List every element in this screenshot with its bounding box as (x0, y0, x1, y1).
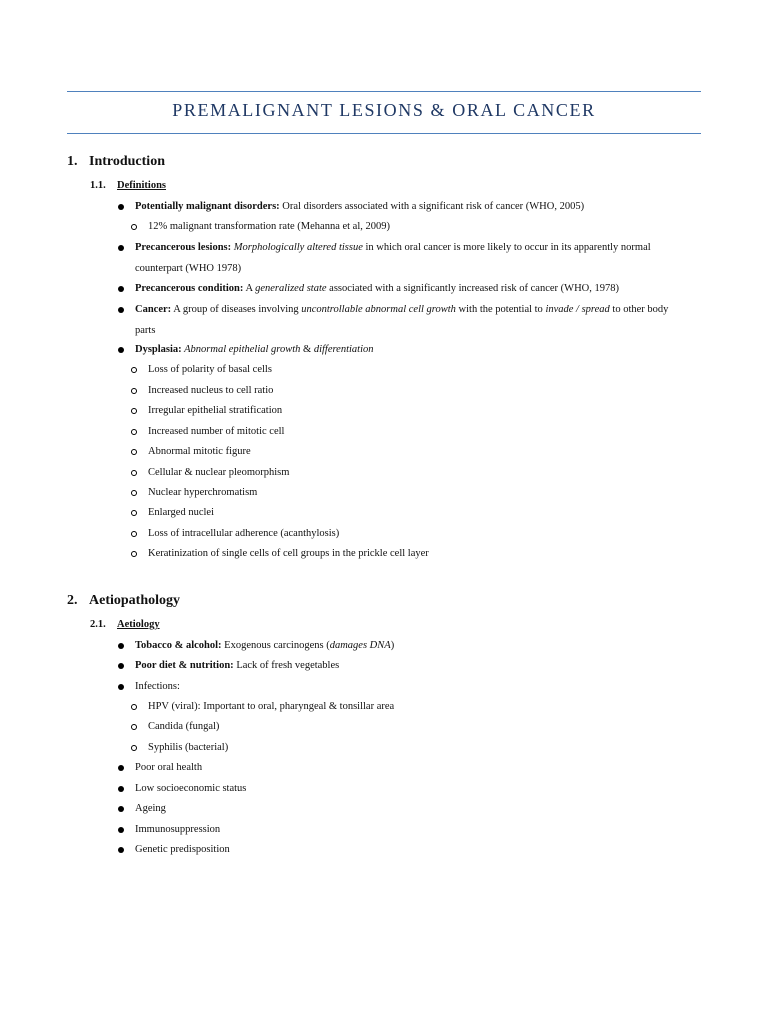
bullet-icon (118, 786, 124, 792)
list-item: Dysplasia: Abnormal epithelial growth & differentiation (118, 340, 688, 361)
list-item: Nuclear hyperchromatism (131, 483, 691, 504)
list-item: Immunosuppression (118, 820, 688, 841)
list-item: Cellular & nuclear pleomorphism (131, 463, 691, 484)
bullet-icon (118, 204, 124, 210)
hollow-bullet-icon (131, 704, 137, 710)
subsection-heading-aetiology: 2.1. Aetiology (90, 619, 160, 630)
list-item: HPV (viral): Important to oral, pharyngeal & tonsillar area (131, 697, 691, 718)
bullet-icon (118, 286, 124, 292)
hollow-bullet-icon (131, 470, 137, 476)
list-item: Poor diet & nutrition: Lack of fresh vegetables (118, 656, 688, 677)
hollow-bullet-icon (131, 724, 137, 730)
hollow-bullet-icon (131, 449, 137, 455)
hollow-bullet-icon (131, 510, 137, 516)
list-item: Enlarged nuclei (131, 503, 691, 524)
list-item: Irregular epithelial stratification (131, 401, 691, 422)
title-rule-top (67, 91, 701, 92)
hollow-bullet-icon (131, 490, 137, 496)
bullet-icon (118, 347, 124, 353)
hollow-bullet-icon (131, 745, 137, 751)
document-title: PREMALIGNANT LESIONS & ORAL CANCER (172, 100, 596, 120)
title-rule-bottom (67, 133, 701, 134)
subsection-heading-definitions: 1.1. Definitions (90, 180, 167, 191)
bullet-icon (118, 847, 124, 853)
hollow-bullet-icon (131, 429, 137, 435)
hollow-bullet-icon (131, 367, 137, 373)
list-item: Abnormal mitotic figure (131, 442, 691, 463)
hollow-bullet-icon (131, 551, 137, 557)
list-item: Genetic predisposition (118, 840, 688, 861)
hollow-bullet-icon (131, 388, 137, 394)
bullet-icon (118, 245, 124, 251)
hollow-bullet-icon (131, 224, 137, 230)
list-item: Ageing (118, 799, 688, 820)
section-heading-aetiopathology: 2. Aetiopathology (67, 593, 180, 608)
list-item: Increased number of mitotic cell (131, 422, 691, 443)
bullet-icon (118, 307, 124, 313)
bullet-icon (118, 663, 124, 669)
list-item: Tobacco & alcohol: Exogenous carcinogens (damages DNA) (118, 636, 688, 657)
list-item: Precancerous lesions: Morphologically altered tissue in which oral cancer is more likely to occur in its apparently normal counterpart (WHO 1978) (118, 238, 688, 279)
bullet-icon (118, 643, 124, 649)
list-item: Infections: (118, 677, 688, 698)
hollow-bullet-icon (131, 408, 137, 414)
list-item: Low socioeconomic status (118, 779, 688, 800)
bullet-icon (118, 765, 124, 771)
list-item: Precancerous condition: A generalized state associated with a significantly increased risk of cancer (WHO, 1978) (118, 279, 688, 300)
bullet-icon (118, 684, 124, 690)
list-item: Candida (fungal) (131, 717, 691, 738)
bullet-icon (118, 806, 124, 812)
list-item: Syphilis (bacterial) (131, 738, 691, 759)
list-item: Poor oral health (118, 758, 688, 779)
list-item: Potentially malignant disorders: Oral disorders associated with a significant risk of cancer (WHO, 2005) (118, 197, 688, 218)
list-item: Loss of intracellular adherence (acanthylosis) (131, 524, 691, 545)
section-heading-introduction: 1. Introduction (67, 154, 165, 169)
list-item: 12% malignant transformation rate (Mehanna et al, 2009) (131, 217, 691, 238)
list-item: Cancer: A group of diseases involving uncontrollable abnormal cell growth with the potential to invade / spread to other body parts (118, 300, 688, 341)
list-item: Keratinization of single cells of cell groups in the prickle cell layer (131, 544, 691, 565)
list-item: Increased nucleus to cell ratio (131, 381, 691, 402)
hollow-bullet-icon (131, 531, 137, 537)
list-item: Loss of polarity of basal cells (131, 360, 691, 381)
bullet-icon (118, 827, 124, 833)
